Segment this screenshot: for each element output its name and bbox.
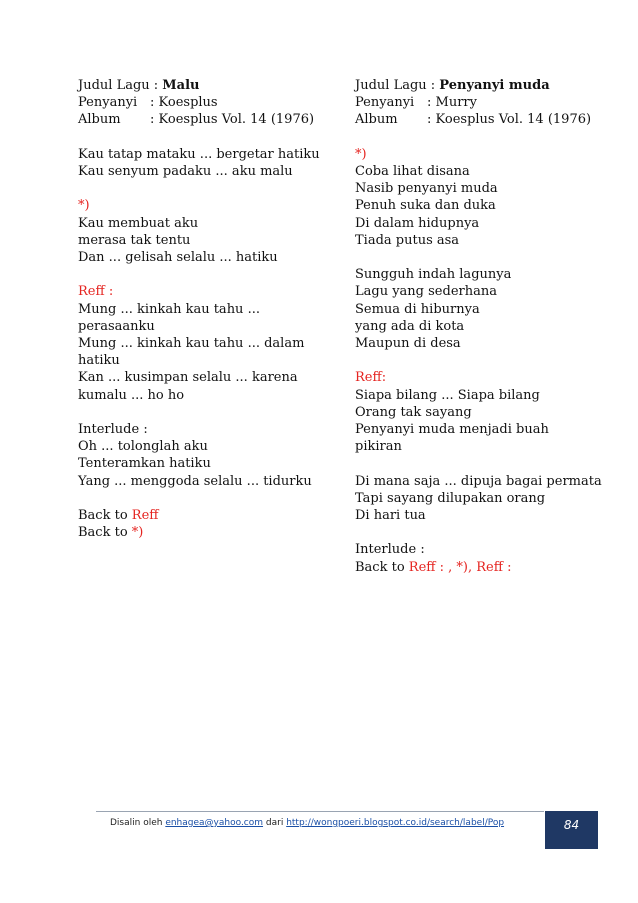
lyric-line: Kau tatap mataku ... bergetar hatiku xyxy=(78,146,320,162)
lyric-line: perasaanku xyxy=(78,318,155,334)
lyric-line: Tapi sayang dilupakan orang xyxy=(355,490,546,506)
singer-label: Penyanyi xyxy=(355,95,415,111)
footer-credit xyxy=(110,818,504,828)
lyric-line: Penuh suka dan duka xyxy=(355,198,496,214)
song-title-line xyxy=(355,77,625,94)
star-marker: *) xyxy=(78,198,90,214)
lyric-line: Di dalam hidupnya xyxy=(355,215,480,231)
lyric-line: Oh ... tolonglah aku xyxy=(78,439,208,455)
lyric-line: Di mana saja ... dipuja bagai permata xyxy=(355,473,602,489)
song-left-column xyxy=(78,77,340,541)
lyric-line: Sungguh indah lagunya xyxy=(355,267,512,283)
back-to-reff xyxy=(78,507,340,524)
singer-line xyxy=(78,94,340,111)
star-marker: *) xyxy=(355,146,367,162)
lyric-line: Mung ... kinkah kau tahu ... dalam xyxy=(78,336,305,351)
singer-value: : Koesplus xyxy=(150,95,218,111)
album-label: Album xyxy=(78,112,121,128)
lyric-line: merasa tak tentu xyxy=(78,232,191,248)
interlude-label: Interlude : xyxy=(78,422,148,437)
song-title-line xyxy=(78,77,340,94)
lyric-line: yang ada di kota xyxy=(355,318,465,334)
back-to-label: Back to xyxy=(78,508,132,523)
back-to-line xyxy=(355,559,625,576)
lyric-line: Siapa bilang ... Siapa bilang xyxy=(355,387,540,403)
album-label: Album xyxy=(355,112,398,128)
footer-prefix: Disalin oleh xyxy=(110,818,166,828)
lyric-line: hatiku xyxy=(78,353,120,369)
lyric-line: Lagu yang sederhana xyxy=(355,284,497,300)
lyric-line: Semua di hiburnya xyxy=(355,301,480,317)
lyric-line: Kan ... kusimpan selalu ... karena xyxy=(78,370,298,386)
singer-value: : Murry xyxy=(427,95,477,111)
lyric-line: Di hari tua xyxy=(355,508,426,524)
lyric-line: Yang ... menggoda selalu ... tidurku xyxy=(78,473,312,489)
lyric-line: Dan ... gelisah selalu ... hatiku xyxy=(78,250,278,265)
album-line xyxy=(78,111,340,128)
song-title: Penyanyi muda xyxy=(439,78,550,93)
footer-divider xyxy=(96,811,544,812)
footer-middle: dari xyxy=(263,818,287,828)
title-label: Judul Lagu : xyxy=(355,78,440,93)
lyric-line: Mung ... kinkah kau tahu ... xyxy=(78,301,260,317)
interlude-label: Interlude : xyxy=(355,542,425,558)
back-target: *) xyxy=(131,525,144,541)
page-number-box xyxy=(545,811,598,849)
back-to-label: Back to xyxy=(78,525,132,541)
album-value: : Koesplus Vol. 14 (1976) xyxy=(150,112,315,128)
lyric-line: Maupun di desa xyxy=(355,336,461,352)
back-target: Reff xyxy=(131,508,159,523)
lyric-line: Kau senyum padaku ... aku malu xyxy=(78,164,293,179)
title-label: Judul Lagu : xyxy=(78,78,163,93)
song-title: Malu xyxy=(162,78,200,93)
reff-marker: Reff: xyxy=(355,370,387,386)
lyric-line: Orang tak sayang xyxy=(355,404,472,420)
back-to-star xyxy=(78,524,340,541)
back-targets: Reff : , *), Reff : xyxy=(408,559,512,575)
album-line xyxy=(355,111,625,128)
footer-url-link[interactable]: http://wongpoeri.blogspot.co.id/search/label/Pop xyxy=(286,818,505,828)
lyric-line: Tiada putus asa xyxy=(355,232,460,248)
singer-label: Penyanyi xyxy=(78,95,138,111)
reff-marker: Reff : xyxy=(78,284,114,300)
lyric-line: Penyanyi muda menjadi buah xyxy=(355,422,549,438)
back-to-label: Back to xyxy=(355,559,409,575)
page-number: 84 xyxy=(563,818,580,832)
album-value: : Koesplus Vol. 14 (1976) xyxy=(427,112,592,128)
lyric-line: kumalu ... ho ho xyxy=(78,387,185,403)
lyric-line: Coba lihat disana xyxy=(355,164,470,179)
lyric-line: Tenteramkan hatiku xyxy=(78,456,211,472)
lyric-line: pikiran xyxy=(355,439,402,455)
singer-line xyxy=(355,94,625,111)
lyric-line: Nasib penyanyi muda xyxy=(355,181,498,197)
footer-email-link[interactable]: enhagea@yahoo.com xyxy=(165,818,264,828)
lyric-line: Kau membuat aku xyxy=(78,215,199,231)
song-right-column xyxy=(355,77,625,576)
